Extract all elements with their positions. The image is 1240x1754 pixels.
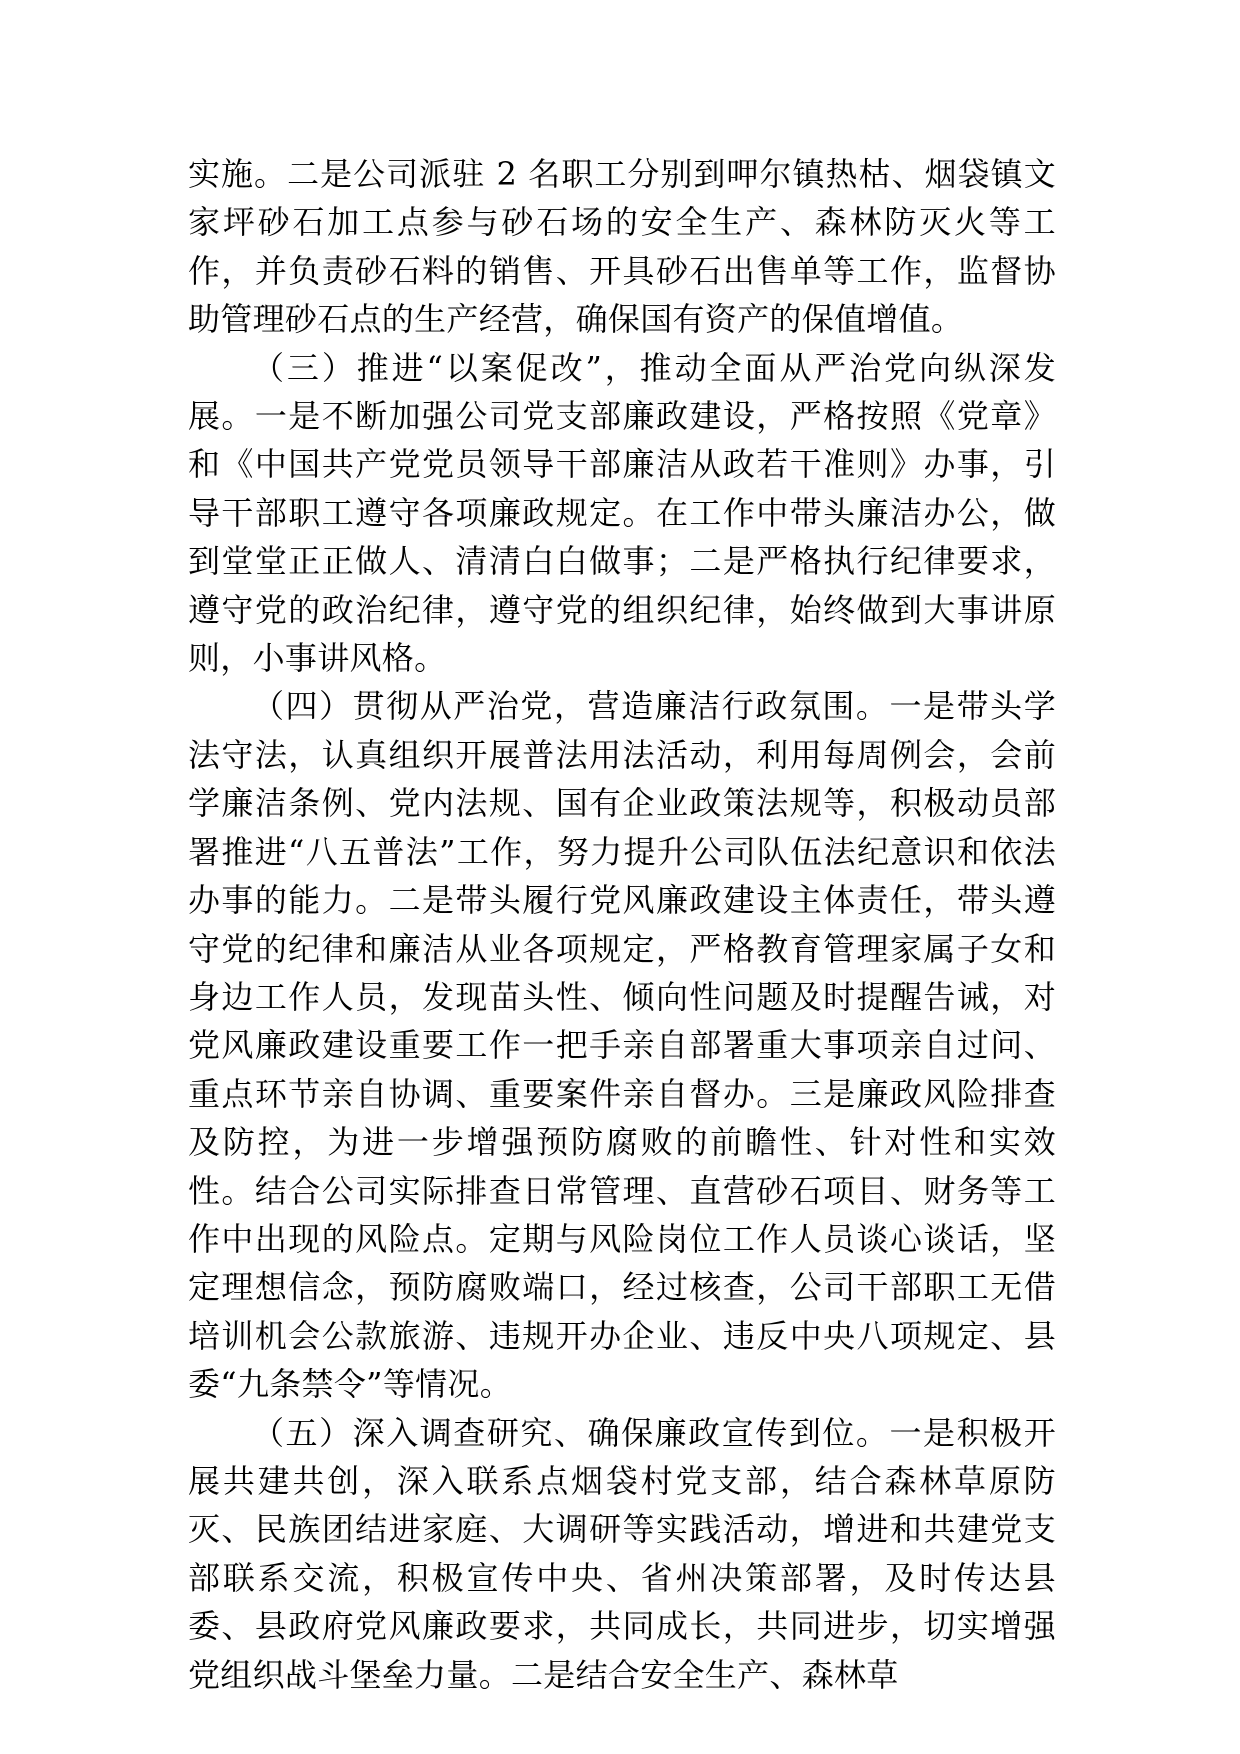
paragraph-section-3: （三）推进“以案促改”，推动全面从严治党向纵深发展。一是不断加强公司党支部廉政建设，严格按照《党章》和《中国共产党党员领导干部廉洁从政若干准则》办事，引导干部职工遵守各项廉政规定。在工作中带头廉洁办公，做到堂堂正正做人、清清白白做事；二是严格执行纪律要求，遵守党的政治纪律，遵守党的组织纪律，始终做到大事讲原则，小事讲风格。 [188,348,1056,678]
paragraph-section-4: （四）贯彻从严治党，营造廉洁行政氛围。一是带头学法守法，认真组织开展普法用法活动，利用每周例会，会前学廉洁条例、党内法规、国有企业政策法规等，积极动员部署推进“八五普法”工作，努力提升公司队伍法纪意识和依法办事的能力。二是带头履行党风廉政建设主体责任，带头遵守党的纪律和廉洁从业各项规定，严格教育管理家属子女和身边工作人员，发现苗头性、倾向性问题及时提醒告诫，对党风廉政建设重要工作一把手亲自部署重大事项亲自过问、重点环节亲自协调、重要案件亲自督办。三是廉政风险排查及防控，为进一步增强预防腐败的前瞻性、针对性和实效性。结合公司实际排查日常管理、直营砂石项目、财务等工作中出现的风险点。定期与风险岗位工作人员谈心谈话，坚定理想信念，预防腐败端口，经过核查，公司干部职工无借培训机会公款旅游、违规开办企业、违反中央八项规定、县委“九条禁令”等情况。 [188,687,1056,1404]
paragraph-section-5: （五）深入调查研究、确保廉政宣传到位。一是积极开展共建共创，深入联系点烟袋村党支部，结合森林草原防灭、民族团结进家庭、大调研等实践活动，增进和共建党支部联系交流，积极宣传中央、省州决策部署，及时传达县委、县政府党风廉政要求，共同成长，共同进步，切实增强党组织战斗堡垒力量。二是结合安全生产、森林草 [188,1413,1056,1694]
paragraph-continuation: 实施。二是公司派驻 2 名职工分别到呷尔镇热枯、烟袋镇文家坪砂石加工点参与砂石场的安全生产、森林防灭火等工作，并负责砂石料的销售、开具砂石出售单等工作，监督协助管理砂石点的生产经营，确保国有资产的保值增值。 [188,155,1056,339]
document-body [188,150,1056,1699]
